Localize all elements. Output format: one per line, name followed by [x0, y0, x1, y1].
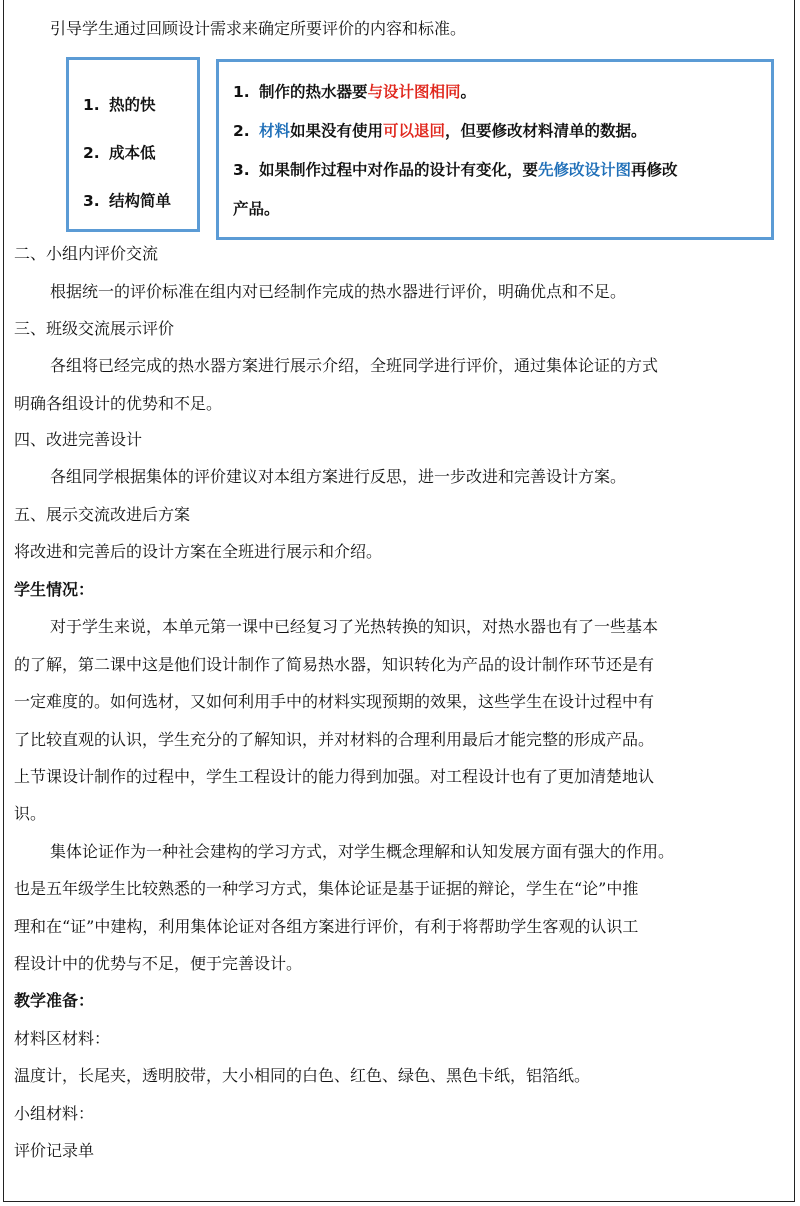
material-area-items: 温度计，长尾夹，透明胶带，大小相同的白色、红色、绿色、黑色卡纸，铝箔纸。	[14, 1066, 591, 1085]
highlight-blue: 先修改设计图	[538, 161, 632, 179]
paragraph-line: 集体论证作为一种社会建构的学习方式，对学生概念理解和认知发展方面有强大的作用。	[50, 842, 675, 861]
group-material-items: 评价记录单	[14, 1141, 95, 1160]
material-area-label: 材料区材料：	[14, 1029, 111, 1048]
paragraph-line: 的了解，第二课中这是他们设计制作了简易热水器，知识转化为产品的设计制作环节还是有	[14, 655, 655, 674]
section-heading: 二、小组内评价交流	[14, 244, 159, 263]
requirement-item: 3. 结构简单	[83, 192, 172, 210]
paragraph-line: 理和在“证”中建构，利用集体论证对各组方案进行评价，有利于将帮助学生客观的认识工	[14, 917, 639, 936]
rule-item-3-continued: 产品。	[233, 200, 280, 218]
paragraph-line: 也是五年级学生比较熟悉的一种学习方式，集体论证是基于证据的辩论，学生在“论”中推	[14, 879, 639, 898]
section-heading: 三、班级交流展示评价	[14, 319, 175, 338]
section-body: 各组同学根据集体的评价建议对本组方案进行反思，进一步改进和完善设计方案。	[50, 467, 627, 486]
design-requirements-box	[66, 57, 200, 232]
section-heading: 四、改进完善设计	[14, 430, 143, 449]
student-heading: 学生情况：	[14, 580, 95, 599]
highlight-blue: 材料	[259, 122, 291, 140]
rule-item-1: 1. 制作的热水器要与设计图相同。	[233, 83, 477, 101]
evaluation-rules-box	[216, 59, 774, 240]
paragraph-line: 对于学生来说，本单元第一课中已经复习了光热转换的知识，对热水器也有了一些基本	[50, 617, 659, 636]
paragraph-line: 上节课设计制作的过程中，学生工程设计的能力得到加强。对工程设计也有了更加清楚地认	[14, 767, 655, 786]
intro-text: 引导学生通过回顾设计需求来确定所要评价的内容和标准。	[50, 19, 467, 38]
section-body: 将改进和完善后的设计方案在全班进行展示和介绍。	[14, 542, 383, 561]
section-body: 根据统一的评价标准在组内对已经制作完成的热水器进行评价，明确优点和不足。	[50, 282, 627, 301]
rule-item-2: 2. 材料如果没有使用可以退回，但要修改材料清单的数据。	[233, 122, 647, 140]
section-heading: 五、展示交流改进后方案	[14, 505, 191, 524]
paragraph-line: 程设计中的优势与不足，便于完善设计。	[14, 954, 303, 973]
highlight-red: 可以退回	[383, 122, 446, 140]
section-body: 明确各组设计的优势和不足。	[14, 394, 223, 413]
paragraph-line: 识。	[14, 804, 47, 823]
paragraph-line: 一定难度的。如何选材，又如何利用手中的材料实现预期的效果，这些学生在设计过程中有	[14, 692, 655, 711]
requirement-item: 2. 成本低	[83, 144, 156, 162]
group-material-label: 小组材料：	[14, 1104, 95, 1123]
highlight-red: 与设计图相同	[367, 83, 461, 101]
section-body: 各组将已经完成的热水器方案进行展示介绍，全班同学进行评价，通过集体论证的方式	[50, 356, 659, 375]
prep-heading: 教学准备：	[14, 991, 95, 1010]
requirement-item: 1. 热的快	[83, 96, 156, 114]
rule-item-3: 3. 如果制作过程中对作品的设计有变化，要先修改设计图再修改	[233, 161, 678, 179]
paragraph-line: 了比较直观的认识，学生充分的了解知识，并对材料的合理利用最后才能完整的形成产品。	[14, 730, 655, 749]
